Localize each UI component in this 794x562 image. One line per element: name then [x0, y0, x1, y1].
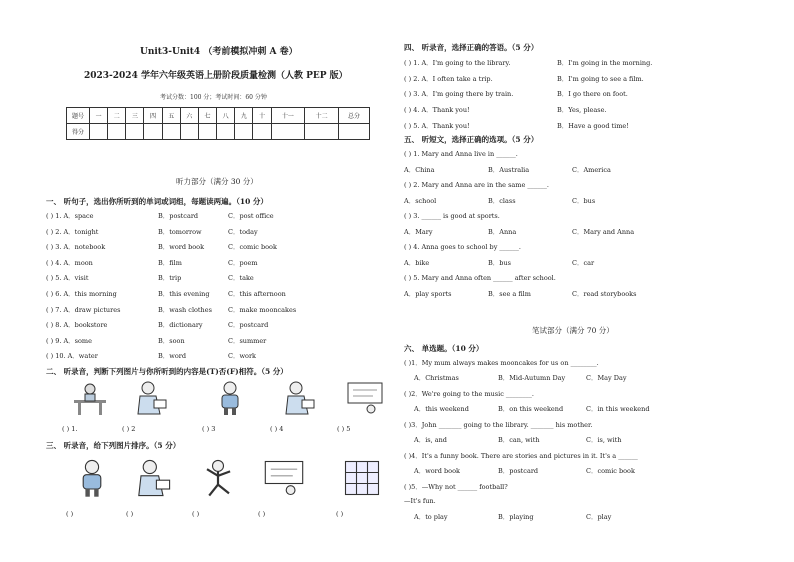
s6-option-b: B．can, with — [498, 436, 540, 444]
s1-question: ( ) 10. A．water — [46, 352, 98, 361]
section-1-title: 一、 听句子，选出你所听到的单词或词组，每题读两遍。（10 分） — [46, 197, 268, 206]
s6-option-a: A．Christmas — [414, 374, 459, 382]
s3-answer-label: ( ) — [66, 510, 74, 518]
s6-question: ( )5．—Why not ______ football? — [404, 483, 508, 491]
s1-question: ( ) 9. A．some — [46, 336, 92, 345]
s1-option-c: C．today — [228, 227, 258, 236]
exam-info: 考试分数：100 分；考试时间：60 分钟 — [160, 94, 267, 101]
s1-question: ( ) 2. A．tonight — [46, 227, 99, 236]
s5-option-b: B．see a film — [488, 290, 531, 298]
s6-question-reply: —It's fun. — [404, 497, 436, 505]
score-header-cell: 十二 — [305, 108, 339, 124]
s4-option-b: B．I go there on foot. — [557, 90, 628, 99]
s6-option-c: C．comic book — [586, 467, 635, 475]
s1-question: ( ) 1. A．space — [46, 212, 94, 220]
s1-option-b: B．dictionary — [158, 321, 203, 330]
s1-option-b: B．tomorrow — [158, 227, 202, 236]
score-cell — [235, 124, 253, 140]
s1-option-b: B．wash clothes — [158, 305, 212, 314]
s2-answer-label: ( ) 2 — [122, 425, 136, 433]
person-picture-icon — [210, 380, 250, 416]
score-cell — [305, 124, 339, 140]
score-header-cell: 九 — [235, 108, 253, 124]
s3-answer-label: ( ) — [258, 510, 266, 518]
s1-option-c: C．post office — [228, 212, 274, 220]
s5-question: ( ) 2. Mary and Anna are in the same ______. — [404, 181, 549, 189]
s1-option-b: B．trip — [158, 274, 182, 283]
s6-question: ( )2．We're going to the music ________. — [404, 390, 534, 398]
s4-option-a: ( ) 4. A．Thank you! — [404, 106, 470, 115]
s1-question: ( ) 7. A．draw pictures — [46, 305, 121, 314]
score-header-cell: 一 — [90, 108, 108, 124]
s1-question: ( ) 4. A．moon — [46, 258, 93, 267]
cooking-picture-icon — [130, 458, 174, 498]
writing-heading: 笔试部分（满分 70 分） — [532, 326, 614, 335]
s4-option-b: B．Have a good time! — [557, 121, 629, 130]
s1-option-b: B．word — [158, 352, 187, 361]
s6-option-b: B．playing — [498, 513, 534, 521]
s6-option-c: C．May Day — [586, 374, 627, 382]
score-table — [66, 107, 370, 140]
s1-question: ( ) 8. A．bookstore — [46, 321, 108, 330]
s5-option-a: A．China — [404, 166, 435, 174]
s1-option-c: C．comic book — [228, 243, 277, 252]
s5-question: ( ) 5. Mary and Anna often ______ after school. — [404, 274, 556, 282]
s6-option-a: A．is, and — [414, 436, 447, 444]
section-3-title: 三、 听录音，给下列图片排序。（5 分） — [46, 441, 181, 450]
s5-option-b: B．class — [488, 197, 516, 205]
s4-option-b: B．I'm going in the morning. — [557, 59, 653, 67]
s1-option-b: B．film — [158, 258, 182, 267]
s5-option-c: C．read storybooks — [572, 290, 637, 298]
s1-option-c: C．work — [228, 352, 256, 361]
s5-option-c: C．America — [572, 166, 611, 174]
title-line-2: 2023-2024 学年六年级英语上册阶段质量检测（人教 PEP 版） — [84, 71, 348, 81]
score-cell — [108, 124, 126, 140]
s2-answer-label: ( ) 5 — [337, 425, 351, 433]
score-header-cell: 十一 — [271, 108, 305, 124]
score-header-cell: 题号 — [67, 108, 90, 124]
score-header-cell: 八 — [217, 108, 235, 124]
s6-option-b: B．Mid-Autumn Day — [498, 374, 566, 382]
reading-picture-icon — [278, 380, 318, 416]
boy-picture-icon — [70, 458, 114, 498]
s5-option-a: A．play sports — [404, 290, 452, 298]
teacher-picture-icon — [345, 380, 385, 416]
section-2-title: 二、 听录音，判断下列图片与你所听到的内容是(T)否(F)相符。（5 分） — [46, 367, 288, 376]
s2-answer-label: ( ) 3 — [202, 425, 216, 433]
s3-answer-label: ( ) — [126, 510, 134, 518]
s6-option-c: C．is, with — [586, 436, 622, 444]
s4-option-b: B．Yes, please. — [557, 106, 607, 115]
score-header-cell: 二 — [108, 108, 126, 124]
s6-option-a: A．word book — [414, 467, 460, 475]
score-cell — [126, 124, 144, 140]
score-header-cell: 总分 — [339, 108, 370, 124]
s2-answer-label: ( ) 1. — [62, 425, 78, 433]
s5-option-c: C．Mary and Anna — [572, 228, 635, 236]
study-picture-icon — [70, 380, 110, 416]
s5-question: ( ) 3. ______ is good at sports. — [404, 212, 500, 220]
score-cell — [180, 124, 198, 140]
classroom-picture-icon — [262, 458, 306, 498]
section-6-title: 六、 单选题。（10 分） — [404, 344, 484, 353]
title-line-1: Unit3-Unit4 （考前模拟冲刺 A 卷） — [140, 47, 298, 57]
s6-option-c: C．play — [586, 513, 612, 521]
s4-option-b: B．I'm going to see a film. — [557, 74, 644, 83]
washing-picture-icon — [130, 380, 170, 416]
s4-option-a: ( ) 1. A．I'm going to the library. — [404, 59, 511, 67]
score-header-cell: 十 — [253, 108, 271, 124]
s5-option-c: C．bus — [572, 197, 596, 205]
s2-answer-label: ( ) 4 — [270, 425, 284, 433]
s6-option-a: A．this weekend — [414, 405, 469, 413]
score-cell — [253, 124, 271, 140]
score-cell — [339, 124, 370, 140]
score-header-cell: 六 — [180, 108, 198, 124]
section-5-title: 五、 听短文，选择正确的选项。（5 分） — [404, 135, 539, 144]
s4-option-a: ( ) 2. A．I often take a trip. — [404, 74, 493, 83]
s1-option-c: C．make mooncakes — [228, 305, 297, 314]
score-cell — [271, 124, 305, 140]
s5-option-a: A．school — [404, 197, 437, 205]
score-row-label: 得分 — [67, 124, 90, 140]
s1-option-b: B．word book — [158, 243, 205, 252]
s5-option-b: B．bus — [488, 259, 511, 267]
score-header-cell: 四 — [144, 108, 162, 124]
s1-question: ( ) 3. A．notebook — [46, 243, 106, 252]
s1-option-b: B．soon — [158, 336, 185, 345]
s1-option-c: C．poem — [228, 258, 258, 267]
section-4-title: 四、 听录音，选择正确的答语。（5 分） — [404, 43, 539, 52]
s1-option-c: C．postcard — [228, 321, 269, 330]
s1-question: ( ) 6. A．this morning — [46, 290, 117, 298]
s1-question: ( ) 5. A．visit — [46, 274, 89, 283]
s5-option-c: C．car — [572, 259, 595, 267]
listening-heading: 听力部分（满分 30 分） — [176, 177, 258, 186]
s6-option-a: A．to play — [414, 513, 448, 521]
s4-option-a: ( ) 3. A．I'm going there by train. — [404, 90, 514, 99]
s6-question: ( )4．It's a funny book. There are stories and pictures in it. It's a ______ — [404, 452, 638, 460]
s5-question: ( ) 1. Mary and Anna live in ______. — [404, 150, 518, 158]
s6-question: ( )3．John _______ going to the library. _______ his mother. — [404, 421, 593, 429]
s5-option-b: B．Anna — [488, 228, 517, 236]
crossword-picture-icon — [340, 458, 384, 498]
s1-option-c: C．this afternoon — [228, 290, 286, 298]
score-cell — [198, 124, 216, 140]
s6-option-b: B．on this weekend — [498, 405, 564, 413]
score-header-cell: 三 — [126, 108, 144, 124]
s4-option-a: ( ) 5. A．Thank you! — [404, 121, 470, 130]
score-cell — [217, 124, 235, 140]
s5-option-b: B．Australia — [488, 166, 530, 174]
s6-option-c: C．in this weekend — [586, 405, 650, 413]
score-cell — [162, 124, 180, 140]
score-cell — [90, 124, 108, 140]
s1-option-c: C．summer — [228, 336, 267, 345]
s1-option-c: C．take — [228, 274, 254, 283]
s6-question: ( )1．My mum always makes mooncakes for us on ________. — [404, 359, 599, 367]
s3-answer-label: ( ) — [192, 510, 200, 518]
score-cell — [144, 124, 162, 140]
s1-option-b: B．postcard — [158, 212, 199, 220]
score-header-cell: 五 — [162, 108, 180, 124]
s5-option-a: A．Mary — [404, 228, 433, 236]
s6-option-b: B．postcard — [498, 467, 539, 475]
s3-answer-label: ( ) — [336, 510, 344, 518]
score-header-cell: 七 — [198, 108, 216, 124]
s1-option-b: B．this evening — [158, 290, 210, 298]
s5-option-a: A．bike — [404, 259, 430, 267]
kungfu-picture-icon — [196, 458, 240, 498]
s5-question: ( ) 4. Anna goes to school by ______. — [404, 243, 521, 251]
